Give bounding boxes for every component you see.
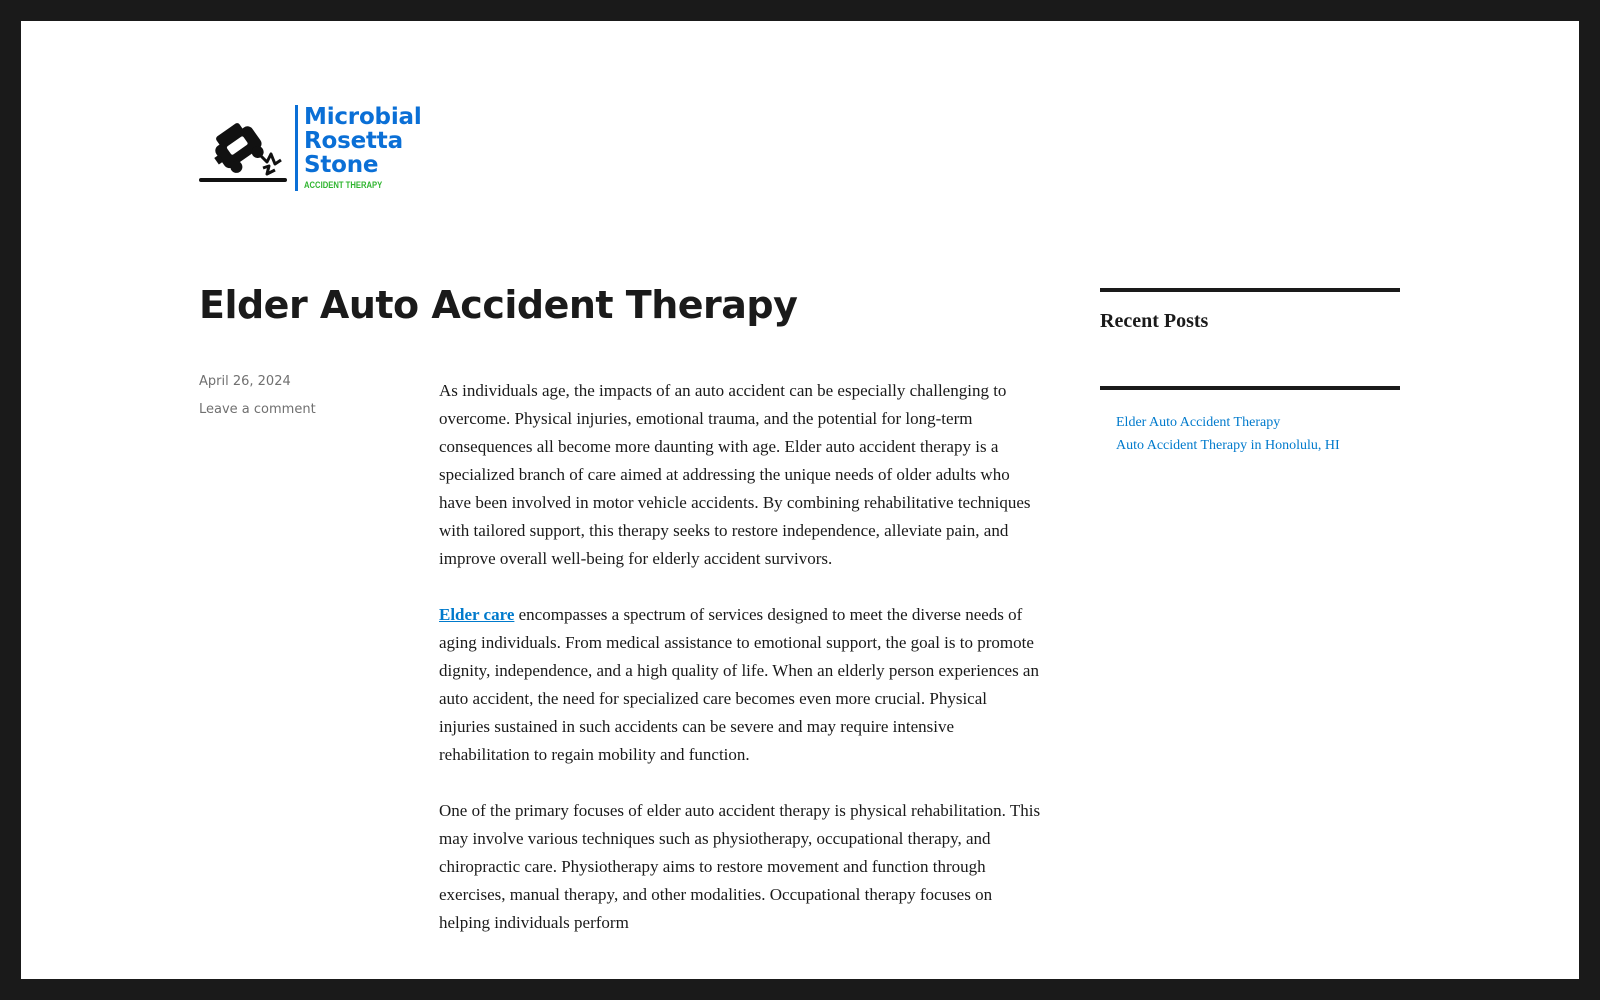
elder-care-link[interactable]: Elder care	[439, 605, 515, 624]
sidebar	[1100, 288, 1400, 456]
post-date-link[interactable]: April 26, 2024	[199, 374, 291, 389]
site-logo[interactable]	[199, 105, 422, 191]
post-title: Elder Auto Accident Therapy	[199, 283, 798, 327]
list-item	[1116, 410, 1400, 433]
list-item	[1116, 433, 1400, 456]
logo-line: Microbial	[304, 104, 422, 130]
leave-comment-link[interactable]: Leave a comment	[199, 402, 316, 417]
paragraph: As individuals age, the impacts of an auto accident can be especially challenging to overcome. Physical injuries, emotional trauma, and the potential for long-term consequences all become more daunting with age. Elder auto accident therapy is a specialized branch of care aimed at addressing the unique needs of older adults who have been involved in motor vehicle accidents. By combining rehabilitative techniques with tailored support, this therapy seeks to restore independence, alleviate pain, and improve overall well-being for elderly accident survivors.	[439, 381, 1031, 568]
post-content	[439, 377, 1041, 965]
divider	[1100, 288, 1400, 292]
recent-posts-list	[1116, 410, 1400, 456]
recent-posts-title: Recent Posts	[1100, 310, 1209, 332]
paragraph-text: encompasses a spectrum of services designed to meet the diverse needs of aging individuals. From medical assistance to emotional support, the goal is to promote dignity, independence, and a high quality of life. When an elderly person experiences an auto accident, the need for specialized care becomes even more crucial. Physical injuries sustained in such accidents can be severe and may require intensive rehabilitation to regain mobility and function.	[439, 605, 1039, 764]
paragraph	[439, 601, 1041, 769]
divider	[1100, 386, 1400, 390]
car-crash-icon	[199, 108, 289, 188]
logo-wordmark	[295, 105, 422, 191]
logo-tagline: ACCIDENT THERAPY	[304, 180, 383, 190]
recent-post-link[interactable]: Auto Accident Therapy in Honolulu, HI	[1116, 438, 1340, 453]
page	[21, 21, 1579, 979]
recent-post-link[interactable]: Elder Auto Accident Therapy	[1116, 415, 1281, 430]
post-meta	[199, 373, 419, 429]
logo-line: Rosetta	[304, 128, 403, 154]
paragraph: One of the primary focuses of elder auto accident therapy is physical rehabilitation. This may involve various techniques such as physiotherapy, occupational therapy, and chiropractic care. Physiotherapy aims to restore movement and function through exercises, manual therapy, and other modalities. Occupational therapy focuses on helping individuals perform	[439, 801, 1041, 932]
logo-line: Stone	[304, 152, 379, 178]
